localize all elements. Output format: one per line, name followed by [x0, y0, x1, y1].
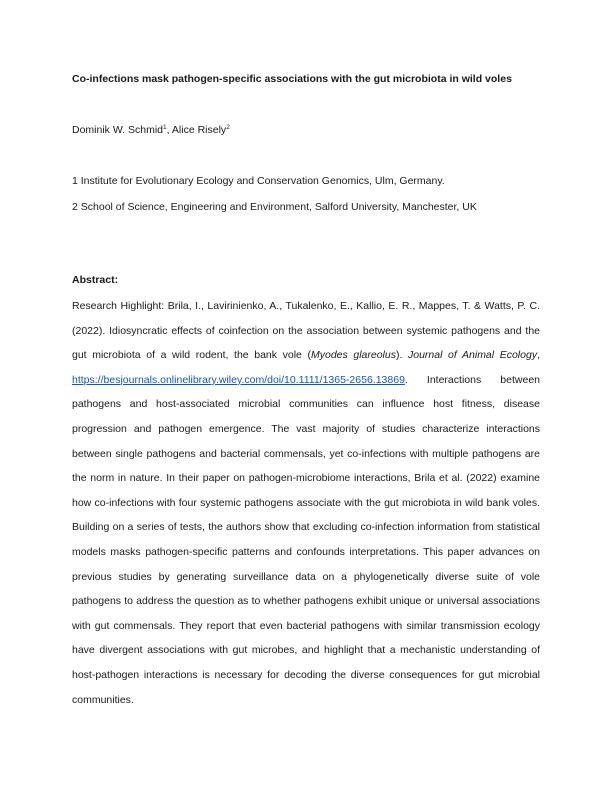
author-affiliation-marker: 2	[226, 124, 230, 131]
species-name: Myodes glareolus	[310, 349, 396, 362]
abstract-text: ,	[537, 349, 540, 362]
affiliation-2: 2 School of Science, Engineering and Environment, Salford University, Manchester, UK	[72, 201, 477, 213]
abstract-text: Research Highlight: Brila, I., Lavirinienko, A., Tukalenko, E., Kallio, E. R., Mappes, T. & Watts, P. C. (2022). Idiosyncratic effects of coinfection on the association between systemic pathogens and the gut microbiota of a wild rodent, the bank vole (	[72, 300, 540, 362]
abstract-heading: Abstract:	[72, 274, 119, 286]
abstract-body	[72, 294, 540, 712]
abstract-text: ).	[395, 349, 408, 362]
journal-name: Journal of Animal Ecology	[408, 349, 538, 362]
paper-title: Co-infections mask pathogen-specific associations with the gut microbiota in wild voles	[72, 73, 512, 85]
abstract-text: . Interactions between pathogens and host-associated microbial communities can influence host fitness, disease progression and pathogen emergence. The vast majority of studies characterize interactions between single pathogens and bacterial commensals, yet co-infections with multiple pathogens are the norm in nature. In their paper on pathogen-microbiome interactions, Brila et al. (2022) examine how co-infections with four systemic pathogens associate with the gut microbiota in wild bank voles. Building on a series of tests, the authors show that excluding co-infection information from statistical models masks pathogen-specific patterns and confounds interpretations. This paper advances on previous studies by generating surveillance data on a phylogenetically diverse suite of vole pathogens to address the question as to whether pathogens exhibit unique or universal associations with gut commensals. They report that even bacterial pathogens with similar transmission ecology have divergent associations with gut microbes, and highlight that a mechanistic understanding of host-pathogen interactions is necessary for decoding the diverse consequences for gut microbial communities.	[72, 373, 540, 706]
author-affiliation-marker: 1	[163, 124, 167, 131]
author-list	[72, 123, 230, 137]
doi-link[interactable]: https://besjournals.onlinelibrary.wiley.com/doi/10.1111/1365-2656.13869	[72, 373, 405, 386]
author-name: Alice Risely	[171, 124, 227, 136]
author-separator: ,	[166, 124, 172, 136]
author-name: Dominik W. Schmid	[72, 124, 164, 136]
affiliation-1: 1 Institute for Evolutionary Ecology and Conservation Genomics, Ulm, Germany.	[72, 175, 445, 187]
